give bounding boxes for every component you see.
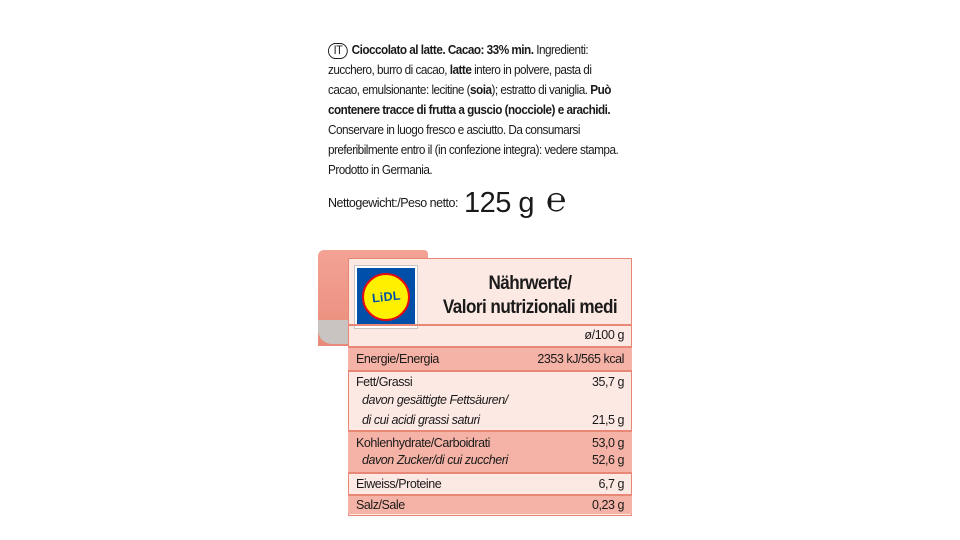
nutrition-row-fat	[348, 373, 632, 431]
fat-label: Fett/Grassi	[356, 375, 413, 389]
lidl-logo-circle	[362, 273, 410, 321]
salt-label: Salz/Sale	[356, 498, 405, 512]
nutrition-row-carbohydrates	[348, 432, 632, 472]
energy-label: Energie/Energia	[356, 352, 439, 366]
title-divider	[348, 324, 632, 326]
saturated-fat-label-2: di cui acidi grassi saturi	[362, 413, 480, 427]
lidl-logo	[355, 266, 417, 328]
nutrition-row-protein	[348, 474, 632, 494]
protein-label: Eiweiss/Proteine	[356, 477, 442, 491]
per-100g-header: ø/100 g	[584, 328, 624, 342]
product-title: Cioccolato al latte. Cacao: 33% min.	[351, 43, 534, 57]
allergen-warning: Può contenere tracce di frutta a guscio (nocciole) e arachidi.	[328, 83, 611, 117]
allergen-milk: latte	[449, 63, 472, 77]
ingredients-part-3: ); estratto di vaniglia.	[491, 83, 591, 97]
nutrition-title-line-1: Nährwerte/	[488, 273, 572, 294]
estimated-sign-icon: ℮	[546, 180, 567, 220]
nutrition-title-line-2: Valori nutrizionali medi	[442, 297, 618, 318]
ingredients-part-4: Conservare in luogo fresco e asciutto. Da consumarsi preferibilmente entro il (in confezione integra): vedere stampa. Prodotto in Germania.	[328, 123, 619, 177]
nutrition-panel	[318, 250, 632, 516]
row-divider	[348, 370, 632, 372]
nutrition-title	[438, 272, 622, 320]
carbohydrates-value: 53,0 g	[591, 436, 624, 450]
net-weight-value: 125 g	[463, 186, 535, 219]
sugars-label: davon Zucker/di cui zuccheri	[362, 453, 508, 467]
carbohydrates-label: Kohlenhydrate/Carboidrati	[356, 436, 490, 450]
ribbon-fold	[318, 320, 348, 344]
net-weight-label: Nettogewicht:/Peso netto:	[328, 196, 458, 210]
energy-value: 2353 kJ/565 kcal	[537, 352, 624, 366]
nutrition-row-salt	[348, 496, 632, 514]
net-weight	[328, 180, 567, 223]
ingredients-part-2: intero in polvere, pasta di cacao, emulsionante: lecitine (	[328, 63, 592, 97]
saturated-fat-value: 21,5 g	[591, 413, 624, 427]
lidl-logo-text: LiDL	[371, 288, 401, 306]
saturated-fat-label-1: davon gesättigte Fettsäuren/	[362, 393, 508, 407]
ingredients-text	[328, 40, 619, 180]
sugars-value: 52,6 g	[591, 453, 624, 467]
allergen-soy: soia	[470, 83, 492, 97]
salt-value: 0,23 g	[591, 498, 624, 512]
fat-value: 35,7 g	[591, 375, 624, 389]
protein-value: 6,7 g	[598, 477, 624, 491]
language-badge: IT	[328, 43, 348, 59]
nutrition-row-energy	[348, 348, 632, 370]
ingredients-part-1: Ingredienti: zucchero, burro di cacao,	[328, 43, 589, 77]
